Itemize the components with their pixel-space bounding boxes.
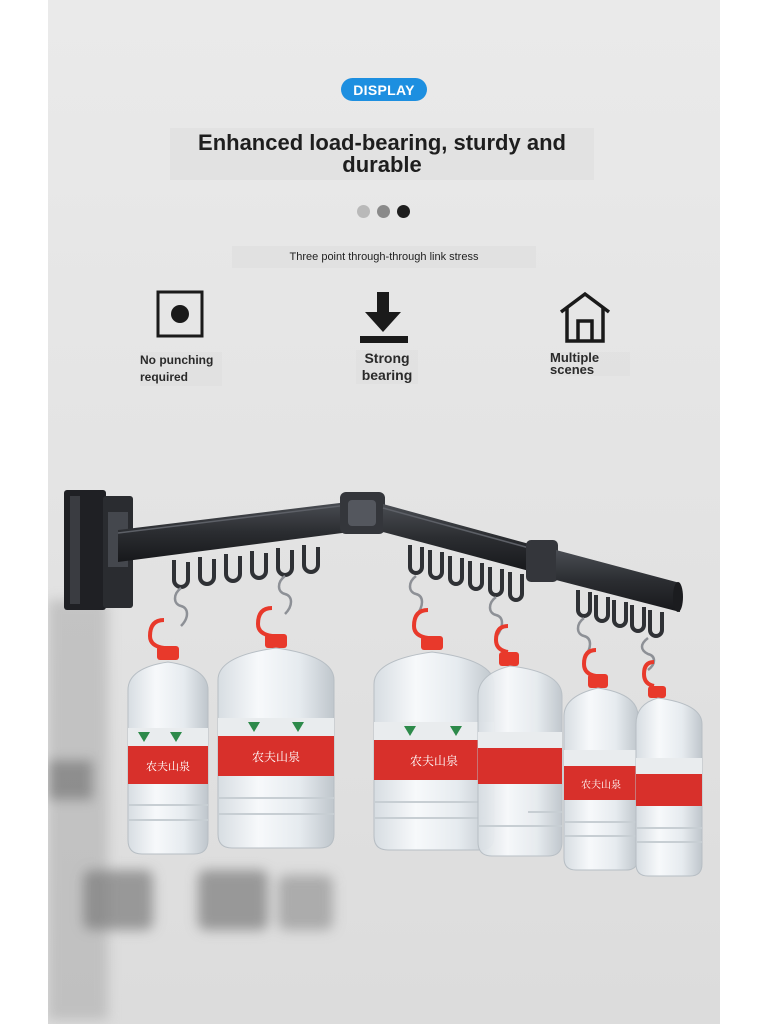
hook-rings <box>174 545 662 636</box>
target-square-icon <box>156 290 206 345</box>
display-badge: DISPLAY <box>341 78 427 101</box>
rack-joint <box>526 540 558 582</box>
headline: Enhanced load-bearing, sturdy and durable <box>170 128 594 180</box>
water-bottle <box>478 626 562 856</box>
rack-arm-2 <box>383 504 533 572</box>
water-bottle <box>218 608 334 848</box>
rack-arm-1 <box>118 502 350 562</box>
rack-joint-cap <box>348 500 376 526</box>
product-panel <box>48 0 720 1024</box>
indicator-dot <box>397 205 410 218</box>
water-bottle <box>128 620 208 854</box>
product-scene <box>48 400 720 1024</box>
bottle-brand-label: 农夫山泉 <box>409 754 459 768</box>
feature-label: Strong bearing <box>356 350 418 384</box>
indicator-dot <box>357 205 370 218</box>
subline: Three point through-through link stress <box>232 246 536 268</box>
download-arrow-icon <box>356 290 412 351</box>
indicator-dots <box>357 205 410 218</box>
feature-label: No punching required <box>140 352 222 386</box>
water-bottle <box>374 610 494 850</box>
bottle-brand-label: 农夫山泉 <box>146 760 190 773</box>
feature-label: Multiple scenes <box>550 352 630 376</box>
bottle-brand-label: 农夫山泉 <box>251 750 301 764</box>
rack-arm-3 <box>556 550 683 612</box>
water-bottle <box>564 650 638 870</box>
feature-strong-bearing <box>352 290 432 390</box>
indicator-dot <box>377 205 390 218</box>
feature-multiple-scenes <box>550 290 640 390</box>
water-bottle <box>636 662 702 876</box>
house-icon <box>558 290 612 349</box>
feature-no-punching <box>140 290 230 390</box>
bottle-brand-label: 农夫山泉 <box>581 780 621 791</box>
